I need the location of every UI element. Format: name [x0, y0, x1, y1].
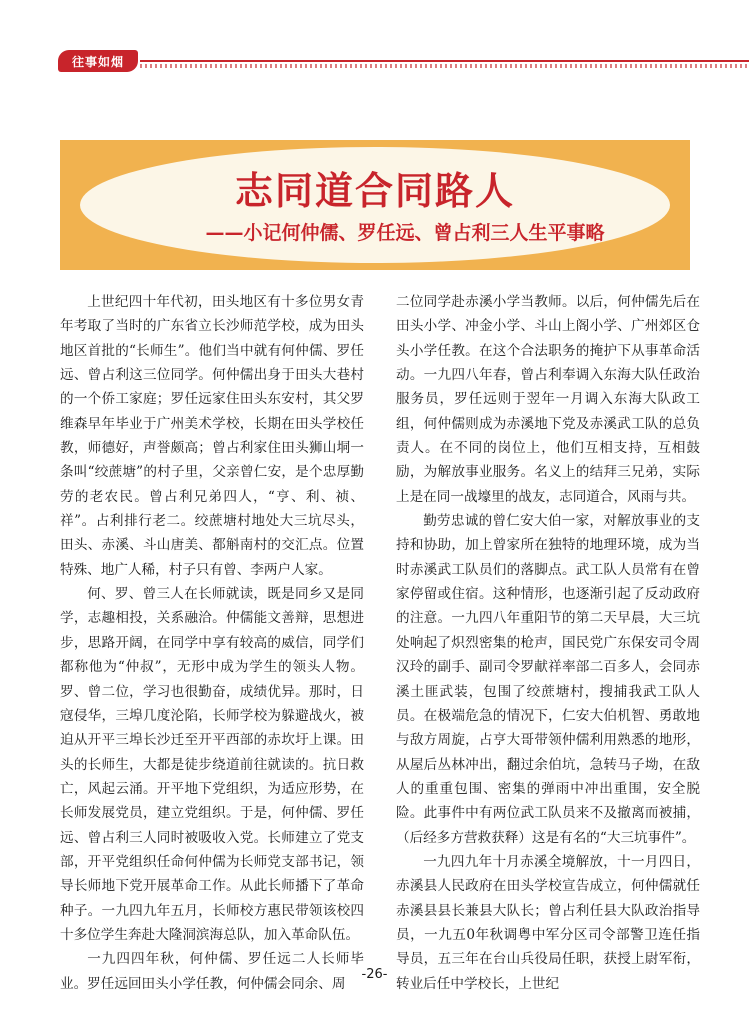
title-panel	[60, 140, 690, 270]
paragraph: 二位同学赴赤溪小学当教师。以后，何仲儒先后在田头小学、冲金小学、斗山上阁小学、广州郊区仓头小学任教。在这个合法职务的掩护下从事革命活动。一九四八年春，曾占利奉调入东海大队任政治服务员，罗任远则于翌年一月调入东海大队政工组，何仲儒则成为赤溪地下党及赤溪武工队的总负责人。在不同的岗位上，他们互相支持，互相鼓励，为解放事业服务。名义上的结拜三兄弟，实际上是在同一战壕里的战友，志同道合，风雨与共。	[396, 294, 700, 505]
paragraph: 勤劳忠诚的曾仁安大伯一家，对解放事业的支持和协助，加上曾家所在独特的地理环境，成为当时赤溪武工队员们的落脚点。武工队人员常有在曾家停留或住宿。这种情形，也逐渐引起了反动政府的注意。一九四八年重阳节的第二天早晨，大三坑处响起了炽烈密集的枪声，国民党广东保安司令周汉玲的副手、副司令罗献祥率部二百多人，会同赤溪土匪武装，包围了绞蔗塘村，搜捕我武工队人员。在极端危急的情况下，仁安大伯机智、勇敢地与敌方周旋，占亨大哥带领仲儒利用熟悉的地形，从屋后丛林冲出，翻过余伯坑，急转马子坳，在敌人的重重包围、密集的弹雨中冲出重围，安全脱险。此事件中有两位武工队员来不及撤离而被捕，（后经多方营救获释）这是有名的“大三坑事件”。	[396, 513, 700, 846]
left-column	[60, 290, 364, 996]
paragraph: 何、罗、曾三人在长师就读，既是同乡又是同学，志趣相投，关系融洽。仲儒能文善辩，思想进步，思路开阔，在同学中享有较高的威信，同学们都称他为“仲叔”，无形中成为学生的领头人物。罗、曾二位，学习也很勤奋，成绩优异。那时，日寇侵华，三埠几度沦陷，长师学校为躲避战火，被迫从开平三埠长沙迁至开平西部的赤坎圩上课。田头的长师生，大都是徒步绕道前往就读的。抗日救亡，风起云涌。开平地下党组织，为适应形势，在长师发展党员，建立党组织。于是，何仲儒、罗任远、曾占利三人同时被吸收入党。长师建立了党支部，开平党组织任命何仲儒为长师党支部书记，领导长师地下党开展革命工作。从此长师播下了革命种子。一九四九年五月，长师校方惠民带领该校四十多位学生奔赴大隆洞滨海总队，加入革命队伍。	[60, 586, 364, 943]
header-rule	[140, 60, 749, 62]
right-column	[396, 290, 700, 996]
paragraph: 一九四九年十月赤溪全境解放，十一月四日，赤溪县人民政府在田头学校宣告成立，何仲儒就任赤溪县县长兼县大队长；曾占利任县大队政治指导员，一九五0年秋调粤中军分区司令部警卫连任指导员，五三年在台山兵役局任职，获授上尉军衔，转业后任中学校长，上世纪	[396, 853, 700, 992]
section-tag: 往事如烟	[58, 50, 138, 72]
paragraph: 上世纪四十年代初，田头地区有十多位男女青年考取了当时的广东省立长沙师范学校，成为田头地区首批的“长师生”。他们当中就有何仲儒、罗任远、曾占利这三位同学。何仲儒出身于田头大巷村的一个侨工家庭；罗任远家住田头东安村，其父罗维森早年毕业于广州美术学校，长期在田头学校任教，师德好，声誉颇高；曾占利家住田头狮山垌一条叫“绞蔗塘”的村子里，父亲曾仁安，是个忠厚勤劳的老农民。曾占利兄弟四人，“亨、利、祯、祥”。占利排行老二。绞蔗塘村地处大三坑尽头，田头、赤溪、斗山唐美、都斛南村的交汇点。位置特殊、地广人稀，村子只有曾、李两户人家。	[60, 294, 364, 578]
article-title: 志同道合同路人	[234, 169, 515, 213]
header-dotted-border	[140, 64, 749, 68]
paragraph: 一九四四年秋，何仲儒、罗任远二人长师毕业。罗任远回田头小学任教，何仲儒会同余、周	[60, 951, 364, 992]
article-subtitle: ——小记何仲儒、罗任远、曾占利三人生平事略	[205, 222, 605, 244]
page-number: -26-	[361, 967, 388, 982]
